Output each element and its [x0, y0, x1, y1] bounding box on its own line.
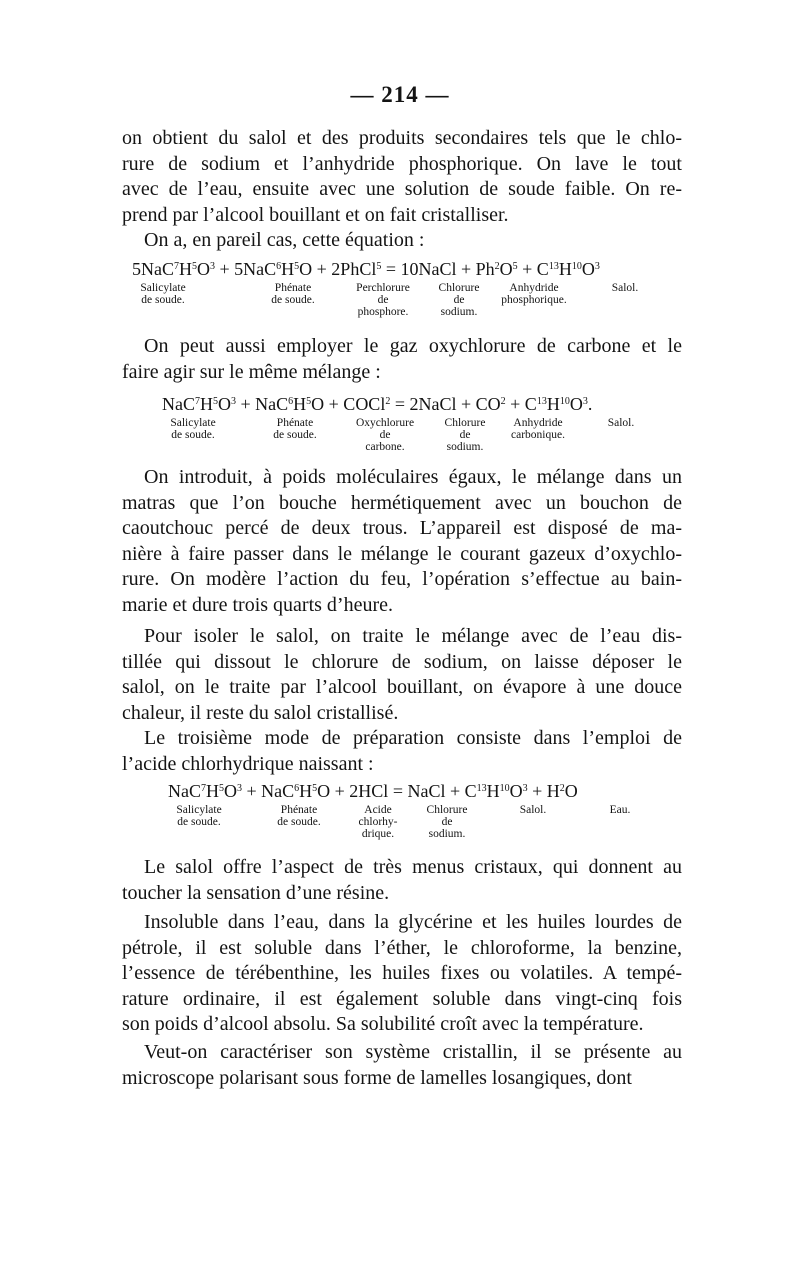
- text-line: toucher la sensation d’une résine.: [122, 881, 390, 904]
- paragraph-3: [122, 334, 682, 385]
- text-line: on obtient du salol et des produits secondaires tels que le chlo-: [122, 127, 682, 149]
- equation-label: Salol.: [607, 417, 635, 429]
- equation-formula: $NaC^7H^5O^3 + NaC^6H^5O$ + COCl$^2$ = 2NaCl + $CO^2 + C^{13}H^{10}O^3$.: [162, 394, 593, 414]
- equation-label: Anhydride phosphorique.: [501, 282, 567, 306]
- text-line: rature ordinaire, il est également soluble dans vingt-cinq fois: [122, 987, 682, 1010]
- text-line: On introduit, à poids moléculaires égaux, le mélange dans un: [144, 466, 682, 488]
- equation-label: Phénate de soude.: [273, 417, 317, 441]
- text-line: marie et dure trois quarts d’heure.: [122, 593, 394, 616]
- equation-label: Salicylate de soude.: [170, 417, 216, 441]
- paragraph-5: [122, 624, 682, 726]
- equation-label: Salol.: [519, 804, 547, 816]
- text-line: prend par l’alcool bouillant et on fait cristalliser.: [122, 203, 509, 226]
- paragraph-text: [122, 910, 682, 1038]
- paragraph-text: [122, 334, 682, 385]
- text-line: Le salol offre l’aspect de très menus cristaux, qui donnent au: [144, 856, 682, 878]
- paragraph-text: [122, 465, 682, 618]
- text-line: Pour isoler le salol, on traite le mélange avec de l’eau dis-: [144, 625, 682, 647]
- paragraph-9: [122, 1040, 682, 1091]
- paragraph-6: [122, 726, 682, 777]
- paragraph-text: [122, 1040, 682, 1091]
- paragraph-1: [122, 126, 682, 228]
- text-line: microscope polarisant sous forme de lamelles losangiques, dont: [122, 1066, 632, 1089]
- text-line: son poids d’alcool absolu. Sa solubilité croît avec la température.: [122, 1013, 644, 1035]
- text-line: rure de sodium et l’anhydride phosphorique. On lave le tout: [122, 152, 682, 175]
- text-line: Insoluble dans l’eau, dans la glycérine et les huiles lourdes de: [144, 911, 682, 933]
- paragraph-text: [122, 855, 682, 906]
- equation-label: Phénate de soude.: [277, 804, 321, 828]
- text-line: pétrole, il est soluble dans l’éther, le chloroforme, la benzine,: [122, 936, 682, 959]
- paragraph-7: [122, 855, 682, 906]
- page-number: — 214 —: [350, 82, 450, 107]
- text-line: On peut aussi employer le gaz oxychlorure de carbone et le: [144, 335, 682, 357]
- text-line: On a, en pareil cas, cette équation :: [144, 229, 425, 251]
- text-line: Le troisième mode de préparation consiste dans l’emploi de: [144, 727, 682, 749]
- equation-label: Salicylate de soude.: [176, 804, 222, 828]
- paragraph-8: [122, 910, 682, 1038]
- paragraph-4: [122, 465, 682, 618]
- equation-label: Chlorure de sodium.: [438, 282, 480, 318]
- equation-label: Eau.: [609, 804, 631, 816]
- text-line: caoutchouc percé de deux trous. L’appareil est disposé de ma-: [122, 517, 682, 539]
- text-line: rure. On modère l’action du feu, l’opération s’effectue au bain-: [122, 568, 682, 590]
- text-line: avec de l’eau, ensuite avec une solution de soude faible. On re-: [122, 178, 682, 200]
- text-line: Veut-on caractériser son système cristallin, il se présente au: [144, 1041, 682, 1063]
- text-line: nière à faire passer dans le mélange le courant gazeux d’oxychlo-: [122, 542, 682, 565]
- paragraph-text: [122, 228, 682, 254]
- text-line: l’essence de térébenthine, les huiles fixes ou volatiles. A tempé-: [122, 962, 682, 984]
- text-line: salol, on le traite par l’alcool bouillant, on évapore à une douce: [122, 676, 682, 698]
- paragraph-text: [122, 726, 682, 777]
- equation-label: Oxychlorure de carbone.: [355, 417, 415, 453]
- equation-label: Phénate de soude.: [271, 282, 315, 306]
- equation-label: Anhydride carbonique.: [511, 417, 565, 441]
- paragraph-text: [122, 126, 682, 228]
- equation-2: [162, 393, 682, 459]
- equation-3: [168, 780, 678, 846]
- text-line: l’acide chlorhydrique naissant :: [122, 752, 374, 775]
- text-line: tillée qui dissout le chlorure de sodium, on laisse déposer le: [122, 650, 682, 673]
- text-line: chaleur, il reste du salol cristallisé.: [122, 701, 399, 724]
- text-line: faire agir sur le même mélange :: [122, 360, 381, 383]
- equation-formula: $NaC^7H^5O^3 + NaC^6H^5O + 2HCl$ = NaCl + $C^{13}H^{10}O^3 + H^2O$: [168, 781, 578, 801]
- equation-label: Salol.: [611, 282, 639, 294]
- equation-label: Salicylate de soude.: [140, 282, 186, 306]
- equation-1: [132, 258, 672, 324]
- equation-formula: $5NaC^7H^5O^3 + 5NaC^6H^5O$ + 2PhCl$^5$ = 10NaCl + $Ph^2O^5 + C^{13}H^{10}O^3$: [132, 259, 600, 279]
- paragraph-2: [122, 228, 682, 254]
- equation-label: Acide chlorhy- drique.: [358, 804, 398, 840]
- equation-label: Chlorure de sodium.: [444, 417, 486, 453]
- paragraph-text: [122, 624, 682, 726]
- equation-label: Chlorure de sodium.: [426, 804, 468, 840]
- text-line: matras que l’on bouche hermétiquement avec un bouchon de: [122, 491, 682, 514]
- equation-labels: [132, 280, 672, 324]
- equation-label: Perchlorure de phosphore.: [356, 282, 410, 318]
- equation-labels: [168, 802, 678, 846]
- equation-labels: [162, 415, 682, 459]
